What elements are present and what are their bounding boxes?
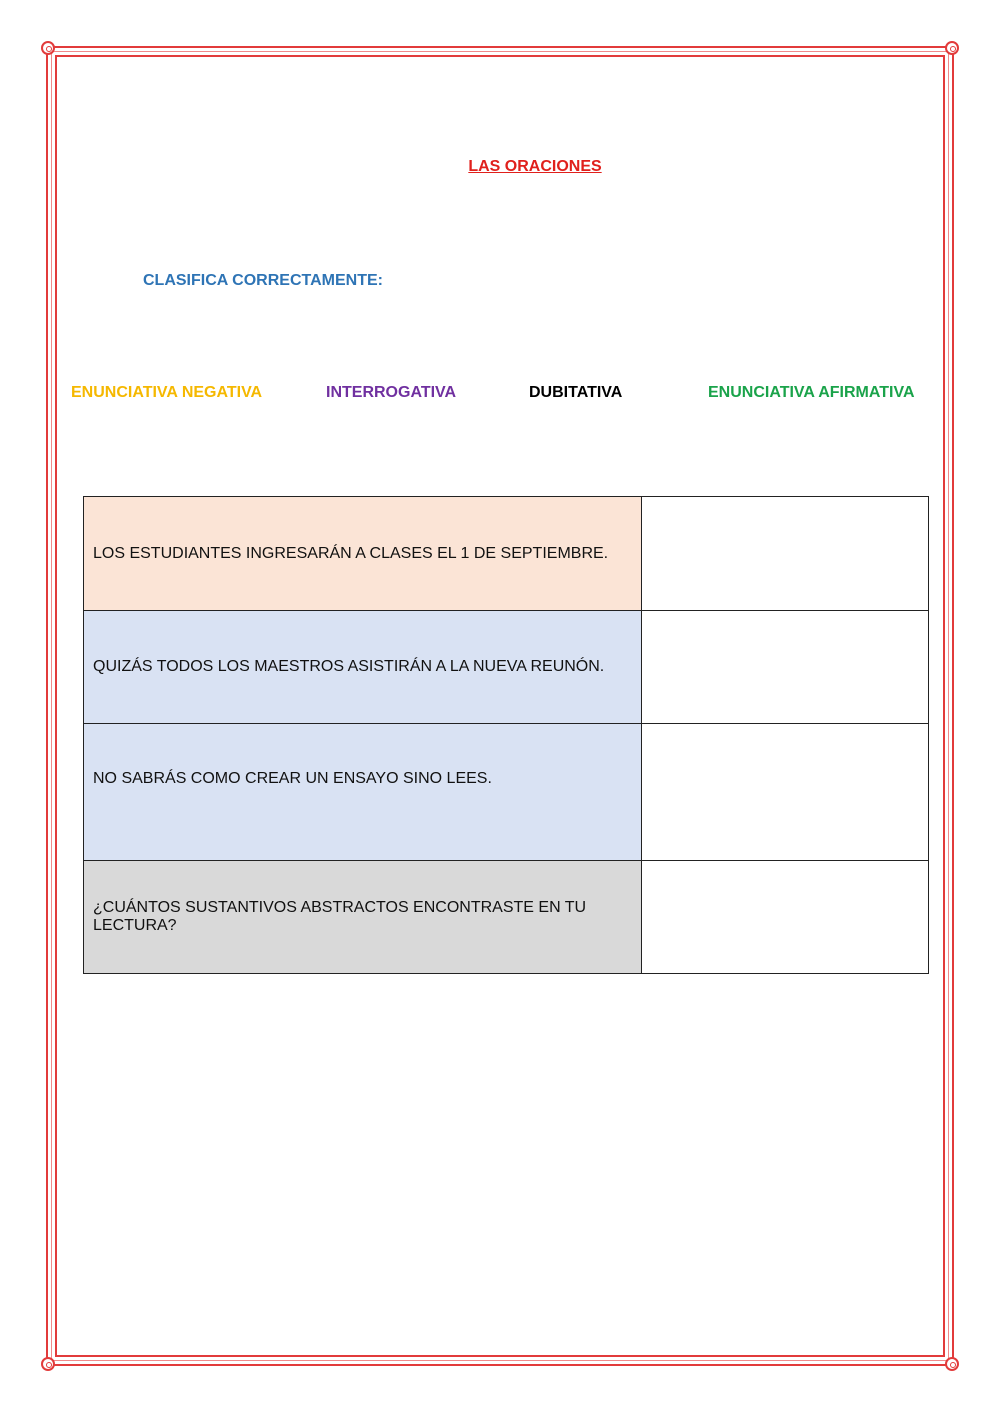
answer-drop-zone[interactable] bbox=[642, 724, 929, 861]
sentence-cell: NO SABRÁS COMO CREAR UN ENSAYO SINO LEES. bbox=[84, 724, 642, 861]
instruction-text: CLASIFICA CORRECTAMENTE: bbox=[143, 272, 383, 289]
sentence-cell: LOS ESTUDIANTES INGRESARÁN A CLASES EL 1 DE SEPTIEMBRE. bbox=[84, 497, 642, 611]
sentence-cell: QUIZÁS TODOS LOS MAESTROS ASISTIRÁN A LA NUEVA REUNÓN. bbox=[84, 611, 642, 724]
answer-drop-zone[interactable] bbox=[642, 497, 929, 611]
category-enunciativa-negativa[interactable]: ENUNCIATIVA NEGATIVA bbox=[71, 384, 263, 401]
answer-drop-zone[interactable] bbox=[642, 611, 929, 724]
answer-drop-zone[interactable] bbox=[642, 861, 929, 974]
category-enunciativa-afirmativa[interactable]: ENUNCIATIVA AFIRMATIVA bbox=[708, 384, 915, 401]
table-row bbox=[84, 724, 929, 861]
table-row bbox=[84, 861, 929, 974]
corner-ornament-icon bbox=[945, 41, 959, 55]
page-title: LAS ORACIONES bbox=[468, 158, 602, 175]
corner-ornament-icon bbox=[41, 1357, 55, 1371]
sentence-cell: ¿CUÁNTOS SUSTANTIVOS ABSTRACTOS ENCONTRASTE EN TU LECTURA? bbox=[84, 861, 642, 974]
category-interrogativa[interactable]: INTERROGATIVA bbox=[326, 384, 457, 401]
classification-table bbox=[83, 496, 929, 974]
corner-ornament-icon bbox=[945, 1357, 959, 1371]
table-row bbox=[84, 611, 929, 724]
category-dubitativa[interactable]: DUBITATIVA bbox=[529, 384, 623, 401]
corner-ornament-icon bbox=[41, 41, 55, 55]
table-row bbox=[84, 497, 929, 611]
